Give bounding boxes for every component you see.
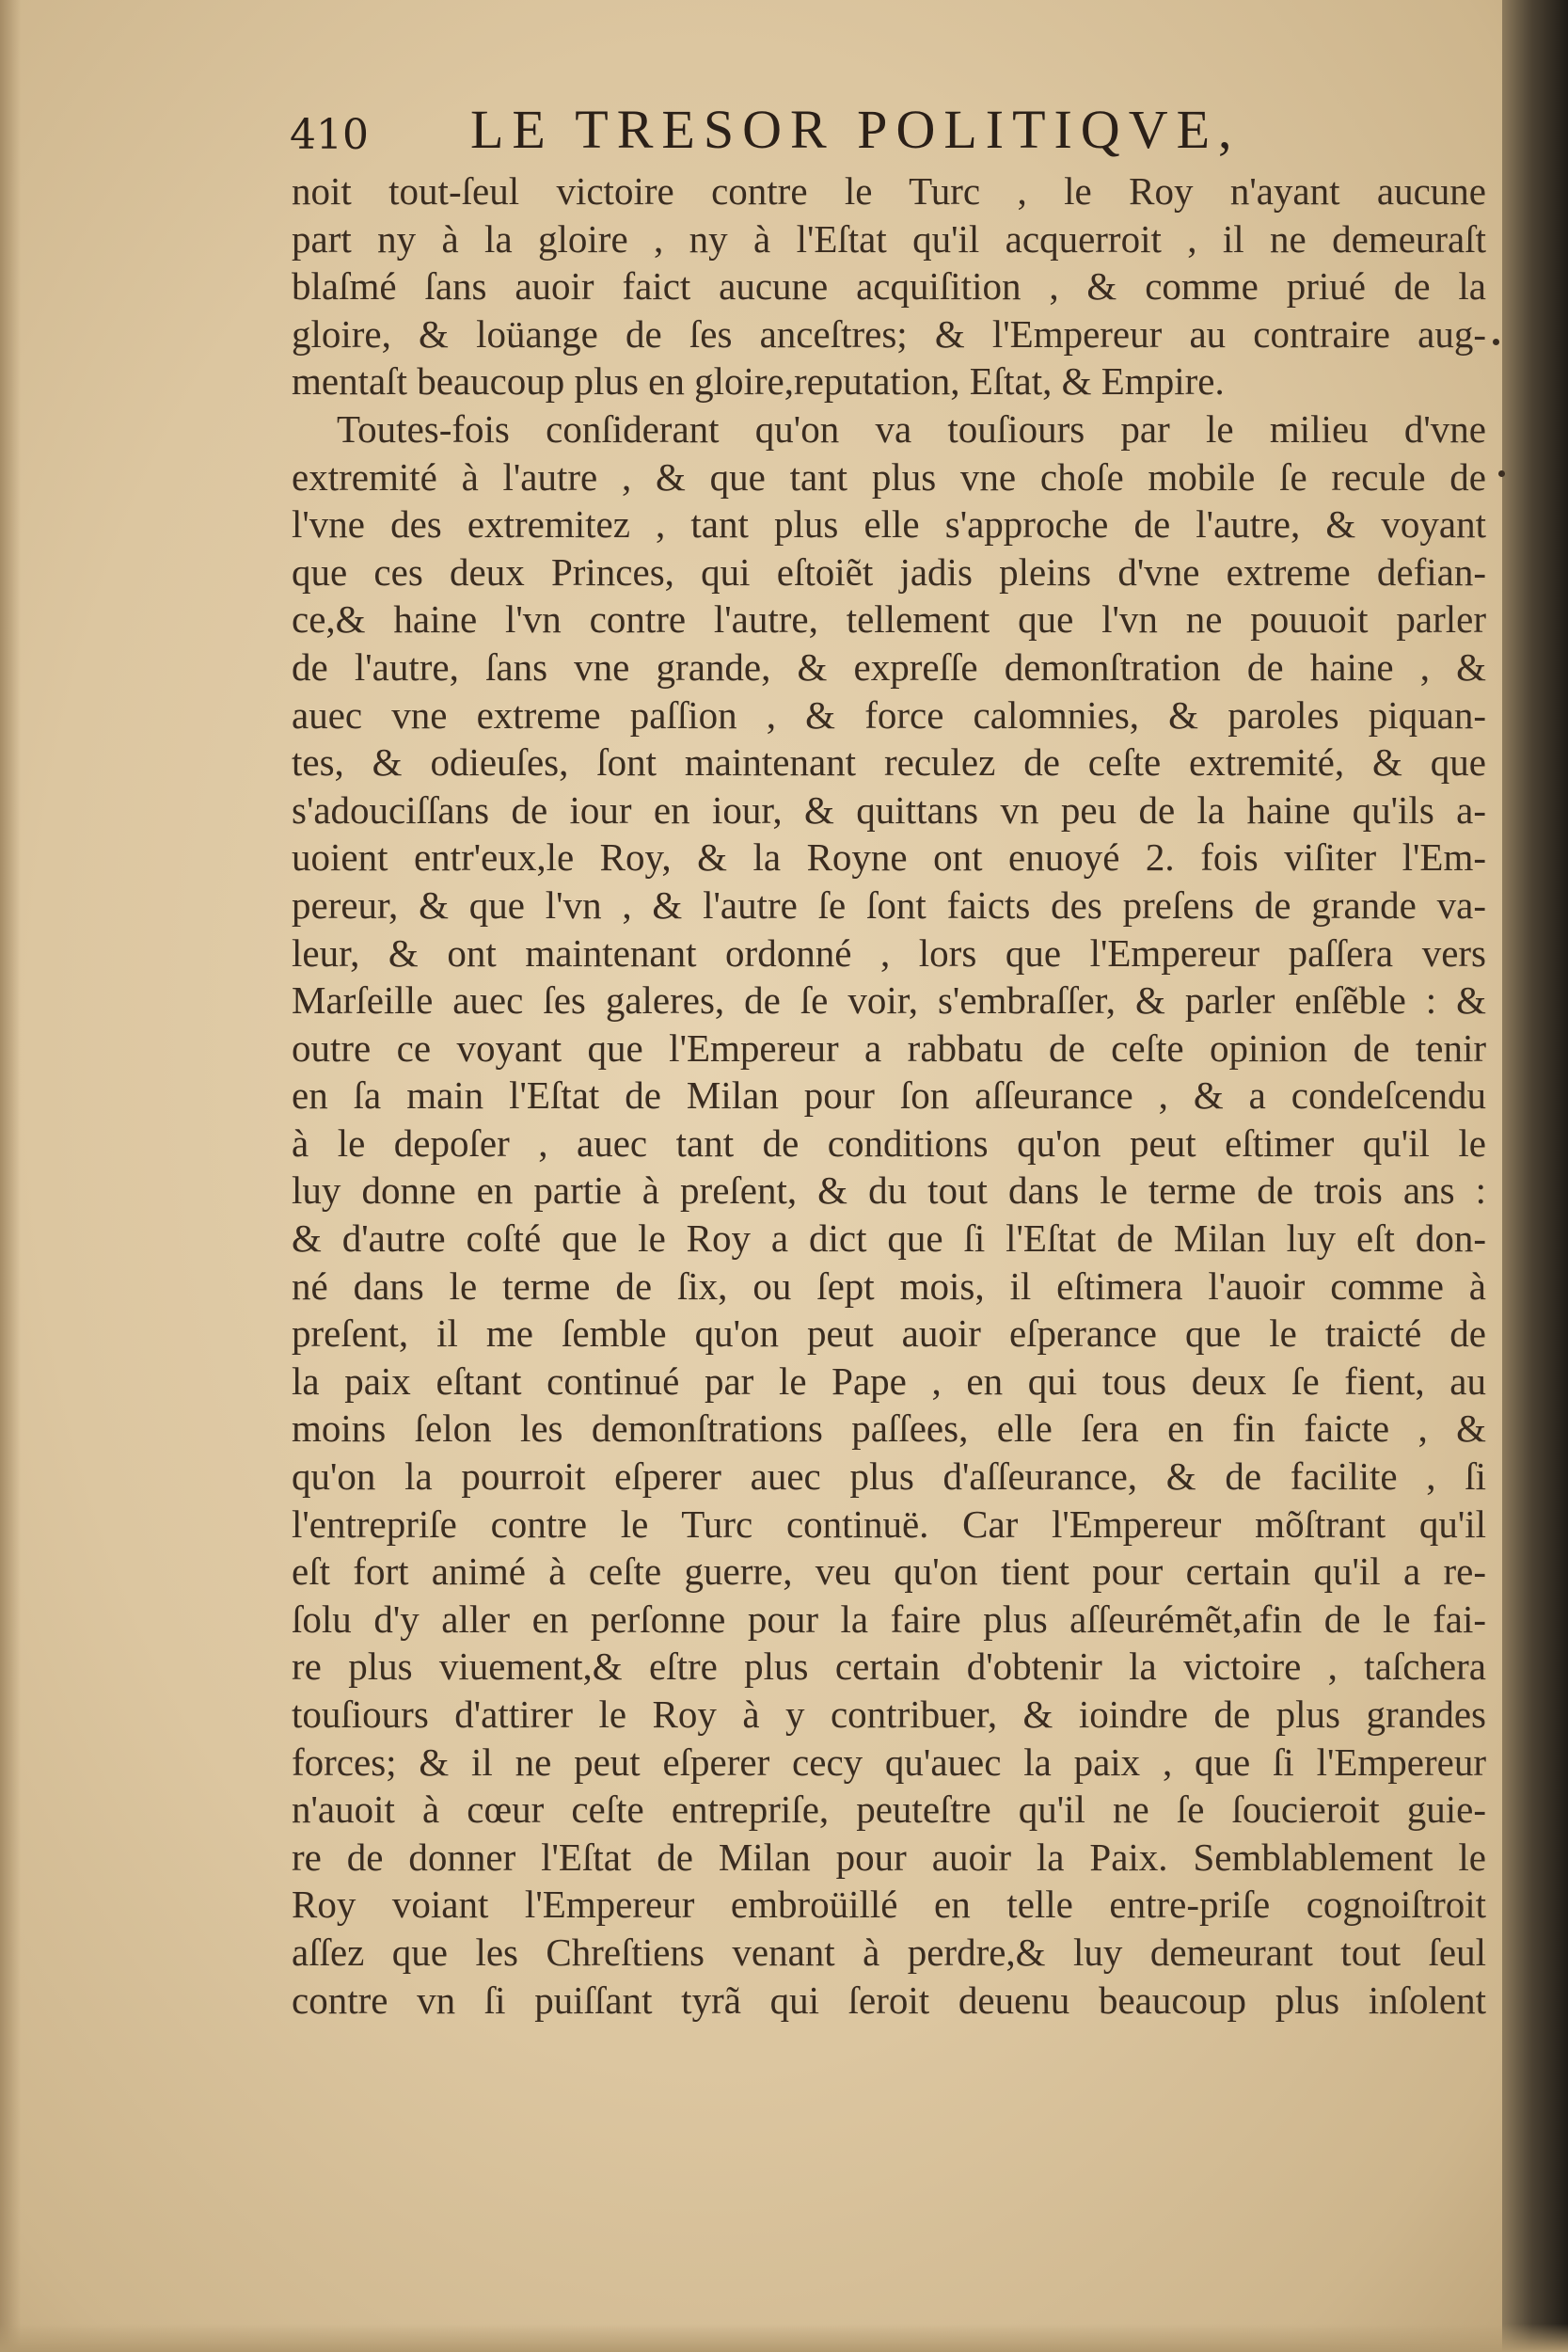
text-line: noit tout-ſeul victoire contre le Turc , le Roy n'ayant aucune <box>292 169 1486 213</box>
page-left-edge <box>0 0 21 2352</box>
text-line: extremité à l'autre , & que tant plus vne choſe mobile ſe recule de <box>292 454 1486 499</box>
text-line: uoient entr'eux,le Roy, & la Royne ont enuoyé 2. fois viſiter l'Em- <box>292 835 1486 880</box>
body-text <box>292 167 1486 2024</box>
text-line: touſiours d'attirer le Roy à y contribuer, & ioindre de plus grandes <box>292 1692 1486 1736</box>
text-line: s'adouciſſans de iour en iour, & quittans vn peu de la haine qu'ils a- <box>292 787 1486 832</box>
page-bottom-edge <box>0 2324 1568 2352</box>
text-line: à le depoſer , auec tant de conditions qu'on peut eſtimer qu'il le <box>292 1120 1486 1165</box>
text-line: que ces deux Princes, qui eſtoiẽt jadis pleins d'vne extreme defian- <box>292 549 1486 594</box>
text-line: moins ſelon les demonſtrations paſſees, elle ſera en fin faicte , & <box>292 1406 1486 1451</box>
text-line: n'auoit à cœur ceſte entrepriſe, peuteſtre qu'il ne ſe ſoucieroit guie- <box>292 1788 1486 1832</box>
running-title: LE TRESOR POLITIQVE, <box>470 99 1241 160</box>
text-line: gloire, & loüange de ſes anceſtres; & l'Empereur au contraire aug- <box>292 311 1486 356</box>
text-line: luy donne en partie à preſent, & du tout dans le terme de trois ans : <box>292 1168 1486 1213</box>
text-line: preſent, il me ſemble qu'on peut auoir eſperance que le traicté de <box>292 1311 1486 1356</box>
text-line: né dans le terme de ſix, ou ſept mois, il eſtimera l'auoir comme à <box>292 1263 1486 1308</box>
text-line: pereur, & que l'vn , & l'autre ſe ſont faicts des preſens de grande va- <box>292 882 1486 927</box>
text-line: mentaſt beaucoup plus en gloire,reputation, Eſtat, & Empire. <box>292 359 1225 404</box>
text-line: blaſmé ſans auoir faict aucune acquiſition , & comme priué de la <box>292 264 1486 309</box>
text-line: re plus viuement,& eſtre plus certain d'obtenir la victoire , taſchera <box>292 1645 1486 1689</box>
text-line: leur, & ont maintenant ordonné , lors que l'Empereur paſſera vers <box>292 930 1486 975</box>
text-line: contre vn ſi puiſſant tyrã qui ſeroit deuenu beaucoup plus inſolent <box>292 1978 1486 2022</box>
text-line: part ny à la gloire , ny à l'Eſtat qu'il acquerroit , il ne demeuraſt <box>292 216 1486 261</box>
text-line: eſt fort animé à ceſte guerre, veu qu'on tient pour certain qu'il a re- <box>292 1549 1486 1594</box>
text-line: ce,& haine l'vn contre l'autre, tellement que l'vn ne pouuoit parler <box>292 597 1486 642</box>
text-line: en ſa main l'Eſtat de Milan pour ſon aſſeurance , & a condeſcendu <box>292 1073 1486 1118</box>
text-line: & d'autre coſté que le Roy a dict que ſi l'Eſtat de Milan luy eſt don- <box>292 1216 1486 1261</box>
ink-mark <box>1493 339 1499 345</box>
text-line: qu'on la pourroit eſperer auec plus d'aſſeurance, & de facilite , ſi <box>292 1454 1486 1499</box>
page-number: 410 <box>290 111 369 159</box>
text-line: ſolu d'y aller en perſonne pour la faire plus aſſeurémẽt,afin de le fai- <box>292 1597 1486 1641</box>
text-line: la paix eſtant continué par le Pape , en qui tous deux ſe fient, au <box>292 1359 1486 1403</box>
text-line: re de donner l'Eſtat de Milan pour auoir la Paix. Semblablement le <box>292 1835 1486 1879</box>
text-line: Roy voiant l'Empereur embroüillé en telle entre-priſe cognoiſtroit <box>292 1883 1486 1927</box>
text-line: forces; & il ne peut eſperer cecy qu'auec la paix , que ſi l'Empereur <box>292 1740 1486 1784</box>
text-line: Toutes-fois conſiderant qu'on va touſiours par le milieu d'vne <box>337 406 1486 451</box>
margin-ink-marks <box>1489 160 1517 555</box>
text-line: Marſeille auec ſes galeres, de ſe voir, s'embraſſer, & parler enſẽble : & <box>292 978 1486 1023</box>
text-line: l'vne des extremitez , tant plus elle s'approche de l'autre, & voyant <box>292 502 1486 547</box>
ink-mark <box>1498 470 1505 477</box>
text-line: de l'autre, ſans vne grande, & expreſſe demonſtration de haine , & <box>292 644 1486 689</box>
text-line: l'entrepriſe contre le Turc continuë. Car l'Empereur mõſtrant qu'il <box>292 1502 1486 1546</box>
text-line: auec vne extreme paſſion , & force calomnies, & paroles piquan- <box>292 692 1486 737</box>
text-line: outre ce voyant que l'Empereur a rabbatu de ceſte opinion de tenir <box>292 1025 1486 1070</box>
text-line: tes, & odieuſes, ſont maintenant reculez de ceſte extremité, & que <box>292 740 1486 785</box>
text-line: aſſez que les Chreſtiens venant à perdre,& luy demeurant tout ſeul <box>292 1930 1486 1974</box>
